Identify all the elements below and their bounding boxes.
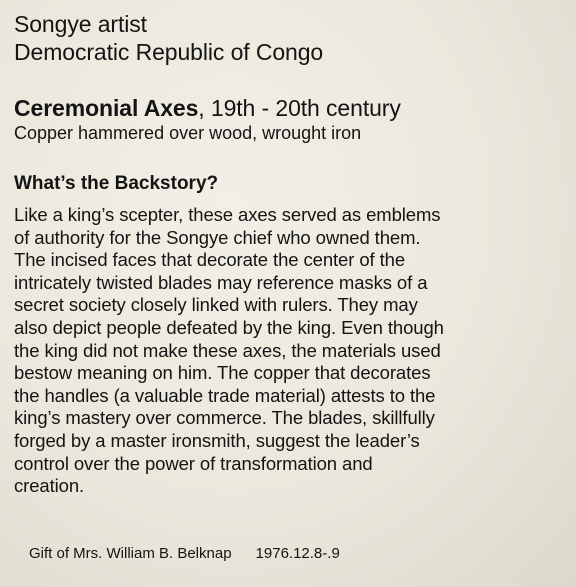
artwork-info (14, 94, 564, 144)
backstory-heading: What’s the Backstory? (14, 173, 219, 194)
backstory-line: control over the power of transformation and (14, 452, 373, 474)
artwork-medium: Copper hammered over wood, wrought iron (14, 123, 362, 143)
backstory-line: creation. (14, 475, 85, 497)
artwork-title: Ceremonial Axes (14, 95, 199, 121)
backstory-line: secret society closely linked with rulers. They may (14, 294, 418, 316)
backstory-line: also depict people defeated by the king. Even though (14, 316, 444, 338)
accession-number: 1976.12.8-.9 (255, 545, 340, 562)
artwork-title-line (14, 94, 564, 122)
backstory-line: bestow meaning on him. The copper that decorates (14, 362, 431, 384)
artist-info (14, 10, 564, 66)
artwork-date: , 19th - 20th century (198, 95, 401, 121)
backstory-line: forged by a master ironsmith, suggest the leader’s (14, 429, 420, 451)
backstory-line: king’s mastery over commerce. The blades, skillfully (14, 407, 435, 429)
credit-line (29, 544, 340, 564)
artist-origin: Democratic Republic of Congo (14, 39, 324, 65)
gift-credit: Gift of Mrs. William B. Belknap (29, 545, 232, 562)
backstory-line: the handles (a valuable trade material) attests to the (14, 384, 436, 406)
backstory-line: The incised faces that decorate the center of the (14, 249, 406, 271)
backstory-line: intricately twisted blades may reference masks of a (14, 271, 428, 293)
artist-name: Songye artist (14, 11, 147, 37)
backstory-text (14, 204, 574, 498)
backstory-line: of authority for the Songye chief who owned them. (14, 226, 421, 248)
backstory-line: the king did not make these axes, the materials used (14, 339, 441, 361)
backstory-line: Like a king’s scepter, these axes served as emblems (14, 204, 441, 225)
